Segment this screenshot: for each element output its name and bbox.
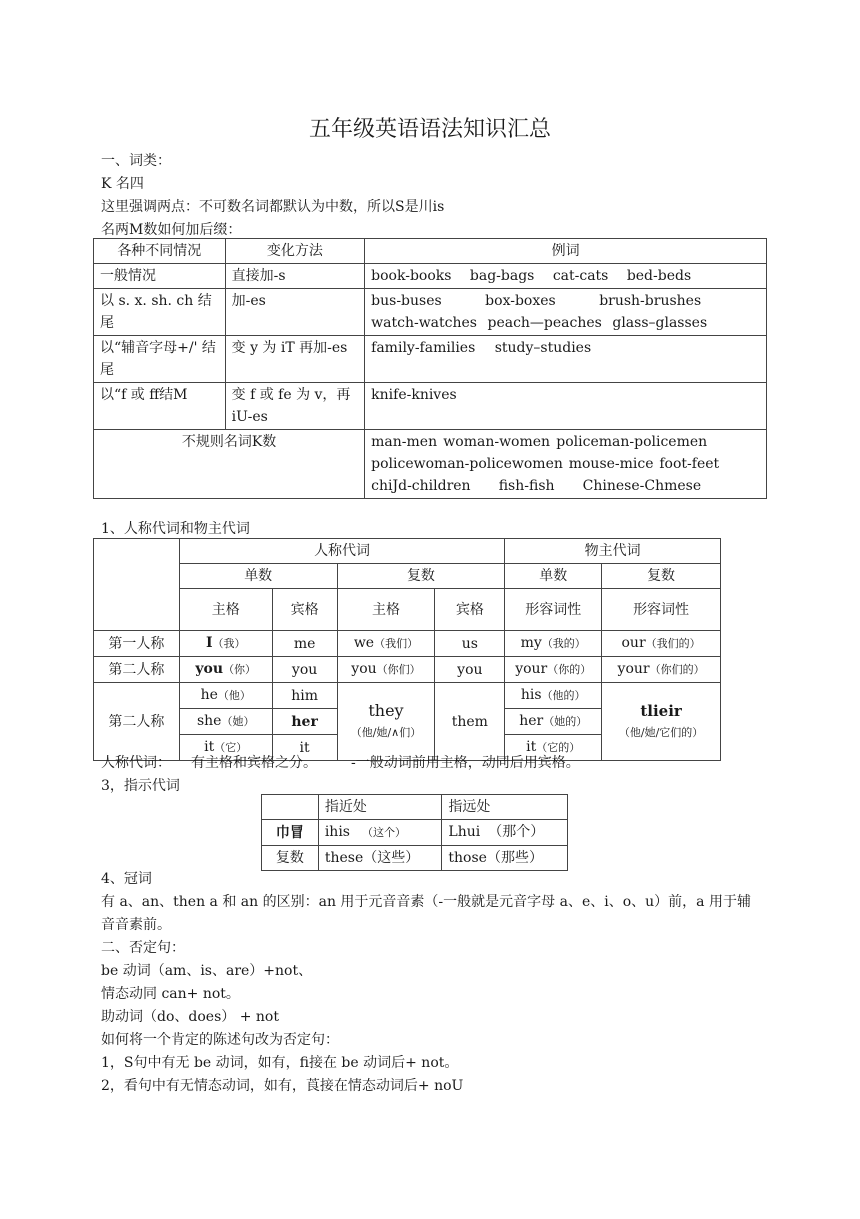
note-label: 人称代词： [101,755,171,771]
page-title: 五年级英语语法知识汇总 [308,117,551,142]
table-header: 各种不同情况 [94,239,226,264]
table-row [262,846,568,871]
negative-rule-auxiliary: 助动词（do、does） + not [101,1009,279,1025]
pronoun: his [520,687,542,703]
table-cell: you [272,657,337,683]
pronoun: ihis [324,824,350,840]
table-cell: 变 y 为 iT 再加-es [225,336,365,383]
pronoun: these [324,850,364,866]
negative-howto-heading: 如何将一个肯定的陈述句改为否定句： [101,1032,339,1048]
table-header: 宾格 [435,589,505,631]
subsection-nouns: K 名四 [101,176,144,192]
table-cell [365,264,767,289]
pronoun-gloss: （它） [214,741,248,754]
table-cell [365,430,767,499]
pronoun-gloss: （那些） [486,850,543,866]
table-header: 变化方法 [225,239,365,264]
example-word: glass–glasses [612,315,708,331]
table-cell: 不规则名词K数 [94,430,365,499]
table-cell: 以 s. x. sh. ch 结尾 [94,289,226,336]
example-word: Chinese-Chmese [582,478,702,494]
pronoun: he [200,687,218,703]
pronoun-gloss: （我们） [374,637,419,650]
example-word: foot-feet [659,456,720,472]
section-heading-articles: 4、冠词 [101,871,152,887]
noun-plural-table [93,238,767,499]
pronoun: you [351,661,377,677]
example-word: chiJd-children [371,478,471,494]
example-word: bed-beds [626,268,692,284]
table-cell: me [272,631,337,657]
table-header: 单数 [179,564,337,589]
table-cell [442,846,568,871]
pronoun-gloss: （那个） [488,824,545,840]
table-header: 物主代词 [505,539,721,564]
table-header: 指远处 [442,795,568,820]
note-uncountable: 这里强调两点：不可数名词都默认为中数，所以S是川is [101,199,445,215]
table-row [94,683,721,709]
example-word: policewoman-policewomen [371,456,563,472]
table-cell [179,657,272,683]
example-word: book-books [371,268,452,284]
section-heading-demonstratives: 3，指示代词 [101,778,180,794]
note-text: 有主格和宾格之分。 [191,755,317,771]
negative-rule-modal: 情态动同 can+ not。 [101,986,240,1002]
row-label: 第二人称 [94,683,180,761]
table-cell [365,336,767,383]
table-header: 复数 [337,564,505,589]
example-word: mouse-mice [568,456,654,472]
table-header: 单数 [505,564,602,589]
table-row [94,539,721,564]
example-word: woman-women [443,434,551,450]
pronoun-gloss: （这些） [363,850,420,866]
negative-step-2: 2，看句中有无情态动词，如有，莨接在情态动词后+ noU [101,1078,464,1094]
example-word: family-families [371,340,476,356]
table-cell: her [272,709,337,735]
example-word: bag-bags [469,268,535,284]
pronoun: my [520,635,542,651]
example-word: peach—peaches [487,315,602,331]
table-cell [318,846,442,871]
table-row [94,657,721,683]
table-header: 复数 [602,564,721,589]
table-cell [179,631,272,657]
table-row [94,264,767,289]
pronoun-gloss: （我） [212,637,246,650]
negative-rule-be: be 动词（am、is、are）+not、 [101,963,313,979]
pronoun-gloss: （你们的） [649,663,705,676]
pronoun-gloss: （它的） [536,741,581,754]
table-row [262,795,568,820]
table-cell: 直接加-s [225,264,365,289]
table-row [94,564,721,589]
example-word: study–studies [494,340,592,356]
pronoun: tlieir [640,701,682,720]
table-cell [337,683,435,761]
pronoun-gloss: （他的） [541,689,586,702]
pronoun: Lhui [448,824,481,840]
section-heading-word-classes: 一、词类： [101,153,171,169]
pronoun: we [353,635,375,651]
table-header: 形容词性 [602,589,721,631]
pronoun: her [519,713,544,729]
table-header: 例词 [365,239,767,264]
table-cell: 一般情况 [94,264,226,289]
table-cell [505,657,602,683]
table-cell: 以“辅音字母+/' 结尾 [94,336,226,383]
table-cell [505,683,602,709]
table-cell [505,631,602,657]
table-cell [337,657,435,683]
table-header: 指近处 [318,795,442,820]
example-word: cat-cats [552,268,609,284]
table-header: 形容词性 [505,589,602,631]
table-cell: you [435,657,505,683]
table-row [94,631,721,657]
pronoun-gloss: （我的） [541,637,586,650]
table-cell [318,820,442,846]
table-row [94,430,767,499]
table-cell [365,289,767,336]
pronoun-table [93,538,721,761]
table-cell: us [435,631,505,657]
section-heading-pronouns: 1、人称代词和物主代词 [101,521,250,537]
pronoun-gloss: （她） [221,715,255,728]
table-cell: 以“f 或 ff结M [94,383,226,430]
pronoun: your [617,661,650,677]
pronoun-gloss: （这个） [361,826,406,839]
pronoun: she [196,713,222,729]
article-rule-line2: 音音素前。 [101,917,171,933]
table-header: 主格 [179,589,272,631]
section-heading-negatives: 二、否定句： [101,940,185,956]
example-word: man-men [371,434,438,450]
pronoun: I [205,635,213,651]
pronoun-gloss: （他） [217,689,251,702]
table-cell [505,709,602,735]
pronoun-gloss: （你们） [376,663,421,676]
table-row [94,336,767,383]
table-cell: it [272,735,337,761]
table-cell [602,657,721,683]
table-cell [179,683,272,709]
pronoun-gloss: （我们的） [645,637,701,650]
note-text: -一般动词前用主格，动同后用宾格。 [351,755,580,771]
table-cell [337,631,435,657]
row-label: 复数 [262,846,319,871]
row-label: 第二人称 [94,657,180,683]
article-rule-line1: 有 a、an、then a 和 an 的区别：an 用于元音音素（-一般就是元音字母 a、e、i、o、u）前，a 用于辅 [101,894,751,910]
table-row [94,289,767,336]
table-header: 人称代词 [179,539,505,564]
pronoun-gloss: （你） [223,663,257,676]
table-cell: 加-es [225,289,365,336]
pronoun-gloss: （他/她/∧们） [350,725,422,739]
demonstrative-table [261,794,568,871]
example-word: brush-brushes [599,293,702,309]
table-cell: knife-knives [365,383,767,430]
example-word: bus-buses [371,293,442,309]
table-cell [442,820,568,846]
table-header: 主格 [337,589,435,631]
pronoun: they [368,700,404,720]
table-header: 宾格 [272,589,337,631]
pronoun-gloss: （你的） [547,663,592,676]
pronoun: you [195,661,224,677]
row-label: 巾冒 [262,820,319,846]
example-word: box-boxes [485,293,556,309]
pronoun: our [621,635,646,651]
pronoun: your [515,661,548,677]
pronoun-gloss: （他/她/它们的） [618,725,704,739]
negative-step-1: 1，S句中有无 be 动词，如有，fi接在 be 动词后+ not。 [101,1055,459,1071]
table-cell: him [272,683,337,709]
example-word: fish-fish [498,478,555,494]
example-word: watch-watches [371,315,477,331]
table-corner-cell [262,795,319,820]
row-label: 第一人称 [94,631,180,657]
pronoun: it [204,739,215,755]
note-pronoun-cases [101,752,580,772]
table-cell [602,631,721,657]
example-word: policeman-policemen [556,434,708,450]
table-row [262,820,568,846]
table-row [94,589,721,631]
table-corner-cell [94,539,180,631]
table-row [94,239,767,264]
table-cell [602,683,721,761]
table-cell: them [435,683,505,761]
table-row [94,383,767,430]
note-plural-suffix: 名两M数如何加后缀： [101,222,242,238]
pronoun-gloss: （她的） [543,715,588,728]
pronoun: those [448,850,487,866]
pronoun: it [526,739,537,755]
table-cell [179,709,272,735]
table-cell: 变 f 或 fe 为 v，再 iU-es [225,383,365,430]
